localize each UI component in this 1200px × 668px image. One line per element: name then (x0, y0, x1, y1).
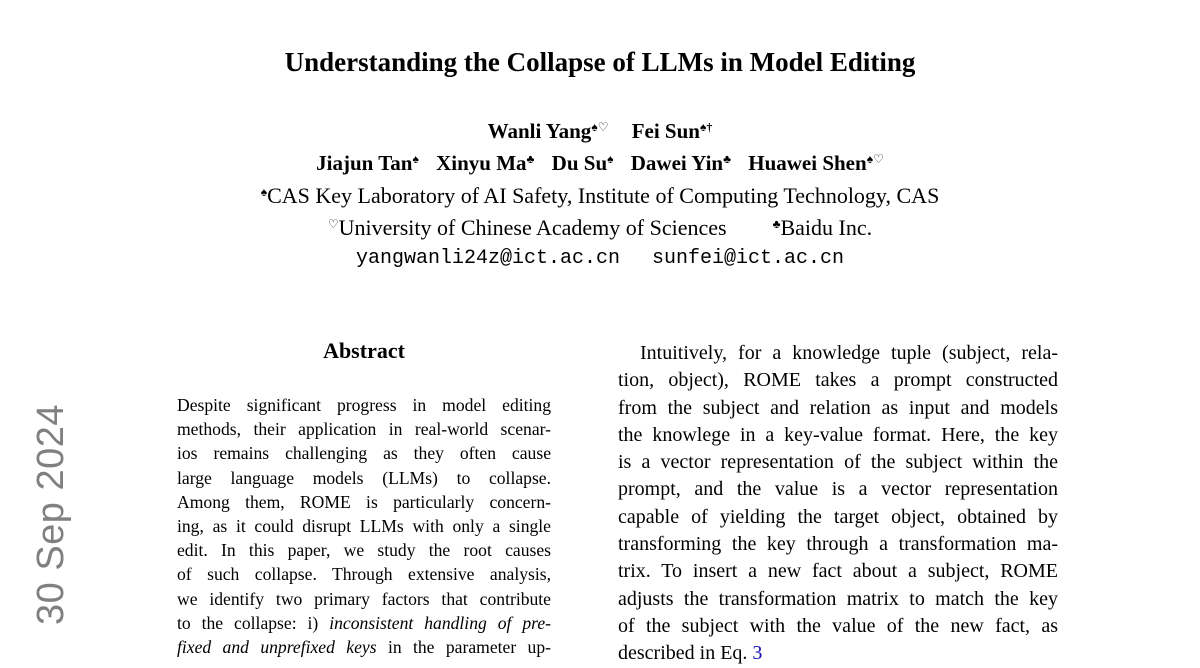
abstract-line: we identify two primary factors that contribute (177, 588, 551, 609)
abstract-line: ios remains challenging as they often cause (177, 443, 551, 464)
abstract-line: Among them, ROME is particularly concern- (177, 491, 551, 512)
affil-text: CAS Key Laboratory of AI Safety, Institute of Computing Technology, CAS (267, 183, 940, 208)
body-line: capable of yielding the target object, obtained by (618, 505, 1058, 528)
abstract-emphasis: inconsistent handling of pre- (329, 612, 552, 633)
abstract-line: fixed and unprefixed keys in the parameter up- (177, 637, 552, 658)
body-line: from the subject and relation as input and models (618, 396, 1058, 419)
body-line: trix. To insert a new fact about a subject, ROME (618, 560, 1058, 583)
author-affil-marks: ♠♡ (866, 152, 884, 166)
affil-mark: ♡ (327, 217, 339, 231)
author-row-1 (0, 119, 1200, 144)
body-line: the knowlege in a key-value format. Here, the key (618, 423, 1058, 446)
abstract-line: methods, their application in real-world scenar- (177, 419, 551, 440)
body-line: Intuitively, for a knowledge tuple (subject, rela- (640, 342, 1058, 364)
author-affil-marks: ♣ (723, 152, 731, 166)
affiliation-cas (0, 183, 1200, 209)
abstract-line: to the collapse: i) inconsistent handling of pre- (177, 612, 552, 633)
author-name: Jiajun Tan (316, 151, 413, 175)
author-name: Dawei Yin (630, 151, 724, 175)
affil-text: University of Chinese Academy of Sciences (338, 215, 727, 240)
abstract-line: of such collapse. Through extensive analysis, (177, 564, 551, 585)
author-affil-marks: ♠† (699, 120, 713, 134)
abstract-heading: Abstract (323, 338, 405, 363)
author-row-2 (0, 151, 1200, 176)
abstract-emphasis: fixed and unprefixed keys (177, 637, 377, 658)
author-name: Wanli Yang (487, 119, 592, 143)
author-name: Huawei Shen (748, 151, 867, 175)
body-line: transforming the key through a transformation ma- (618, 533, 1058, 556)
author-name: Fei Sun (631, 119, 700, 143)
email-link[interactable]: yangwanli24z@ict.ac.cn (355, 247, 620, 270)
author-affil-marks: ♣ (526, 152, 535, 166)
affil-mark: ♣ (772, 217, 781, 231)
abstract-line: large language models (LLMs) to collapse. (177, 467, 551, 488)
paper-title: Understanding the Collapse of LLMs in Model Editing (284, 47, 916, 77)
body-line: described in Eq. 3 (618, 642, 763, 665)
affil-text: Baidu Inc. (780, 215, 873, 240)
author-affil-marks: ♠ (607, 152, 614, 166)
author-name: Xinyu Ma (436, 151, 527, 175)
author-name: Du Su (551, 151, 608, 175)
author-affil-marks: ♠♡ (591, 120, 609, 134)
abstract-line: edit. In this paper, we study the root causes (177, 540, 551, 561)
abstract-line: ing, as it could disrupt LLMs with only a single (177, 516, 551, 537)
abstract-body (177, 393, 551, 659)
author-emails (0, 247, 1200, 270)
author-affil-marks: ♠ (412, 152, 419, 166)
body-line: tion, object), ROME takes a prompt constructed (618, 369, 1058, 392)
affil-mark: ♠ (260, 185, 268, 199)
intro-paragraph (618, 340, 1058, 668)
abstract-line: Despite significant progress in model editing (177, 395, 551, 415)
affiliation-row-2 (0, 215, 1200, 241)
arxiv-date-stamp: 30 Sep 2024 (30, 403, 72, 625)
equation-reference-link[interactable]: 3 (752, 642, 763, 665)
body-line: adjusts the transformation matrix to match the key (618, 587, 1058, 610)
body-line: of the subject with the value of the new fact, as (618, 614, 1058, 637)
body-line: is a vector representation of the subject within the (618, 451, 1058, 474)
email-link[interactable]: sunfei@ict.ac.cn (652, 247, 845, 270)
body-line: prompt, and the value is a vector representation (618, 478, 1058, 501)
